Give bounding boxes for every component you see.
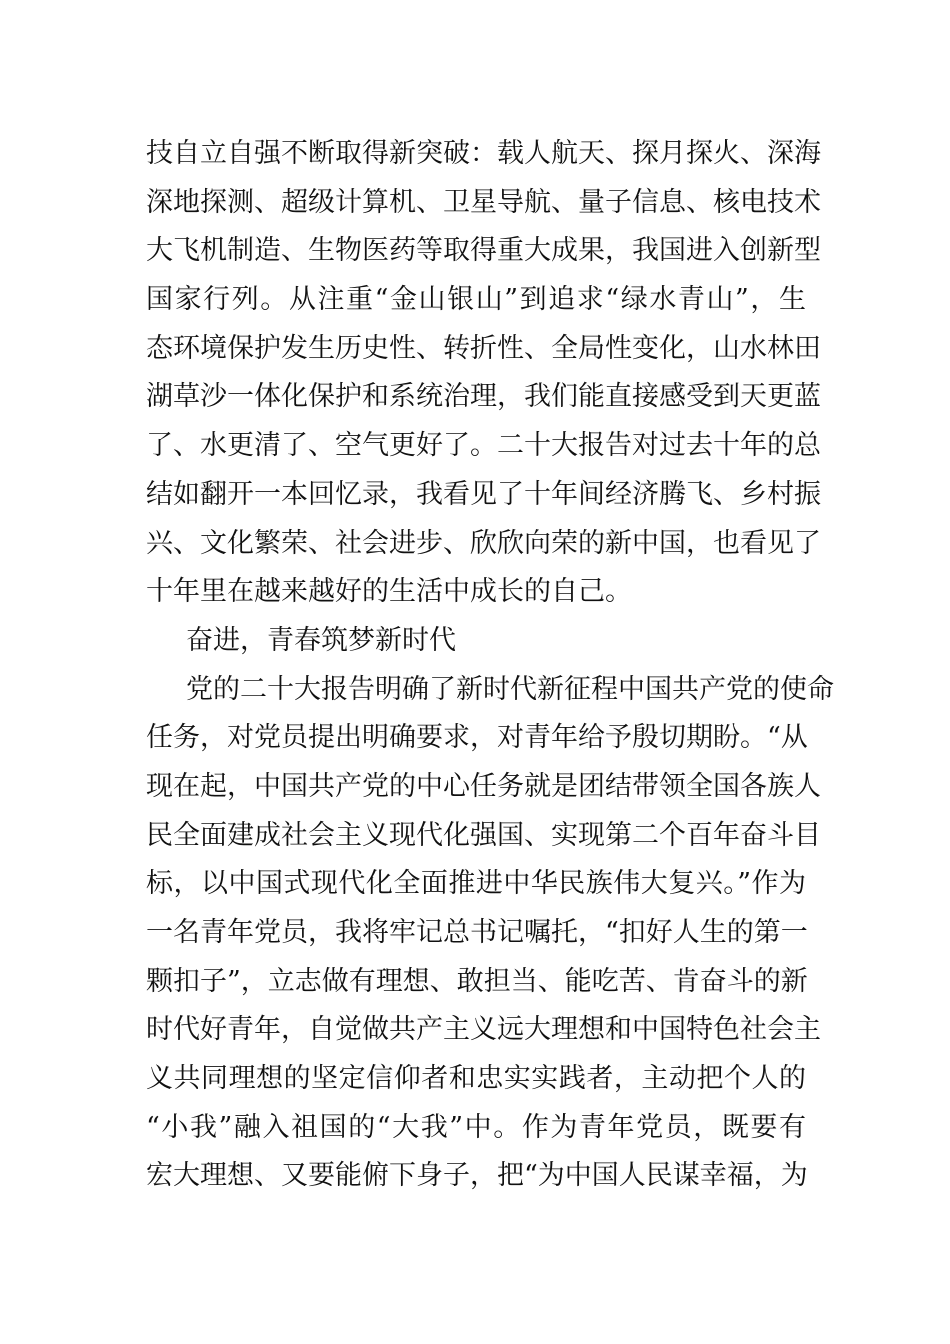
text-line: 党的二十大报告明确了新时代新征程中国共产党的使命 [186, 673, 834, 705]
text-line: 现在起，中国共产党的中心任务就是团结带领全国各族人 [146, 770, 821, 802]
text-line: 湖草沙一体化保护和系统治理，我们能直接感受到天更蓝 [146, 381, 821, 413]
document-body [146, 130, 834, 1201]
text-line: “小我”融入祖国的“大我”中。作为青年党员，既要有 [146, 1111, 806, 1143]
text-line: 标，以中国式现代化全面推进中华民族伟大复兴。”作为 [146, 868, 806, 900]
text-line: 大飞机制造、生物医药等取得重大成果，我国进入创新型 [146, 235, 821, 267]
text-line: 了、水更清了、空气更好了。二十大报告对过去十年的总 [146, 430, 821, 462]
paragraph-achievements [146, 130, 821, 617]
text-line: 态环境保护发生历史性、转折性、全局性变化，山水林田 [146, 332, 821, 364]
section-heading-text: 奋进，青春筑梦新时代 [186, 624, 456, 656]
text-line: 颗扣子”，立志做有理想、敢担当、能吃苦、肯奋斗的新 [146, 965, 808, 997]
text-line: 义共同理想的坚定信仰者和忠实实践者，主动把个人的 [146, 1063, 806, 1095]
text-line: 民全面建成社会主义现代化强国、实现第二个百年奋斗目 [146, 819, 821, 851]
text-line: 任务，对党员提出明确要求，对青年给予殷切期盼。“从 [146, 722, 808, 754]
text-line: 宏大理想、又要能俯下身子，把“为中国人民谋幸福，为 [146, 1160, 808, 1192]
text-line: 时代好青年，自觉做共产主义远大理想和中国特色社会主 [146, 1014, 821, 1046]
paragraph-mission [146, 666, 834, 1202]
text-line: 结如翻开一本回忆录，我看见了十年间经济腾飞、乡村振 [146, 478, 821, 510]
text-line: 兴、文化繁荣、社会进步、欣欣向荣的新中国，也看见了 [146, 527, 821, 559]
text-line: 一名青年党员，我将牢记总书记嘱托，“扣好人生的第一 [146, 917, 808, 948]
text-line: 十年里在越来越好的生活中成长的自己。 [146, 576, 632, 608]
text-line: 深地探测、超级计算机、卫星导航、量子信息、核电技术 [146, 186, 821, 218]
section-heading [146, 617, 806, 666]
text-line: 技自立自强不断取得新突破：载人航天、探月探火、深海 [146, 138, 821, 169]
text-line: 国家行列。从注重“金山银山”到追求“绿水青山”，生 [146, 284, 806, 316]
